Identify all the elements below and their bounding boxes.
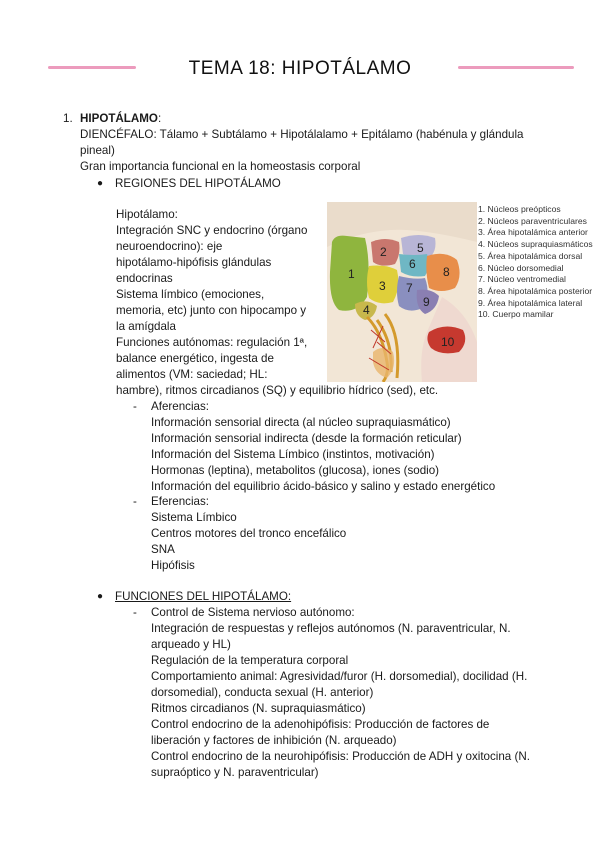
hipo-line: Hipotálamo: [116, 208, 178, 221]
importance-line: Gran importancia funcional en la homeostasis corporal [80, 160, 361, 173]
funciones-line: Control endocrino de la adenohipófisis: Producción de factores de [151, 718, 490, 731]
region-label-5: 5 [417, 241, 424, 255]
funciones-line: supraóptico y N. paraventricular) [151, 766, 319, 779]
section-heading-colon: : [157, 112, 162, 125]
region-label-7: 7 [406, 281, 413, 295]
region-label-4: 4 [363, 303, 370, 317]
funciones-line: Control endocrino de la neurohipófisis: Producción de ADH y oxitocina (N. [151, 750, 530, 763]
funciones-line: Regulación de la temperatura corporal [151, 654, 349, 667]
region-label-6: 6 [409, 257, 416, 271]
region-label-3: 3 [379, 279, 386, 293]
control-title: Control de Sistema nervioso autónomo: [151, 606, 355, 619]
funciones-line: Ritmos circadianos (N. supraquiasmático) [151, 702, 366, 715]
legend-item: 5. Área hipotalámica dorsal [478, 250, 583, 261]
funciones-line: arqueado y HL) [151, 638, 231, 651]
region-label-1: 1 [348, 267, 355, 281]
legend-item: 9. Área hipotalámica lateral [478, 297, 583, 308]
hipo-line: hipotálamo-hipófisis glándulas [116, 256, 272, 269]
funciones-line: Comportamiento animal: Agresividad/furor (H. dorsomedial), docilidad (H. [151, 670, 528, 683]
eferencia-item: Sistema Límbico [151, 511, 237, 524]
bullet-dot-funciones: ● [97, 591, 104, 602]
legend-item: 6. Núcleo dorsomedial [478, 262, 564, 273]
eferencia-item: Centros motores del tronco encefálico [151, 527, 347, 540]
hipo-line: Sistema límbico (emociones, [116, 288, 265, 301]
hypothalamus-diagram [327, 202, 477, 382]
legend-item: 10. Cuerpo mamilar [478, 309, 554, 320]
eferencias-title: Eferencias: [151, 495, 209, 508]
region-label-8: 8 [443, 265, 450, 279]
aferencias-title: Aferencias: [151, 400, 209, 413]
diagram-legend [478, 204, 593, 321]
hipo-line: alimentos (VM: saciedad; HL: [116, 368, 268, 381]
aferencia-item: Información sensorial indirecta (desde la formación reticular) [151, 432, 462, 445]
aferencia-item: Información del equilibrio ácido-básico y salino y estado energético [151, 480, 496, 493]
legend-item: 4. Núcleos supraquiasmáticos [478, 239, 593, 250]
legend-item: 2. Núcleos paraventriculares [478, 215, 587, 226]
legend-item: 3. Área hipotalámica anterior [478, 227, 588, 238]
hipo-line: balance energético, ingesta de [116, 352, 274, 365]
bullet-dot-regiones: ● [97, 178, 104, 189]
region-label-9: 9 [423, 295, 430, 309]
section-heading [80, 111, 161, 127]
hipo-line: Funciones autónomas: regulación 1ª, [116, 336, 308, 349]
legend-item: 7. Núcleo ventromedial [478, 274, 566, 285]
eferencia-item: SNA [151, 543, 175, 556]
dash-control: - [133, 606, 137, 619]
hipo-line: endocrinas [116, 272, 173, 285]
title-decoration-right [458, 66, 574, 69]
region-label-2: 2 [380, 245, 387, 259]
hipo-line: memoria, etc) junto con hipocampo y [116, 304, 307, 317]
eferencia-item: Hipófisis [151, 559, 195, 572]
page-title: TEMA 18: HIPOTÁLAMO [188, 58, 412, 79]
dash-eferencias: - [133, 495, 137, 508]
diencefalo-line-2: pineal) [80, 144, 115, 157]
hipo-line: neuroendocrino): eje [116, 240, 223, 253]
aferencia-item: Hormonas (leptina), metabolitos (glucosa), iones (sodio) [151, 464, 440, 477]
aferencia-item: Información sensorial directa (al núcleo supraquiasmático) [151, 416, 451, 429]
diencefalo-line-1: DIENCÉFALO: Tálamo + Subtálamo + Hipotálalamo + Epitálamo (habénula y glándula [80, 128, 524, 141]
hipo-line: Integración SNC y endocrino (órgano [116, 224, 308, 237]
funciones-line: dorsomedial), conducta sexual (H. anterior) [151, 686, 374, 699]
section-heading-text: HIPOTÁLAMO [80, 112, 158, 125]
funciones-line: Integración de respuestas y reflejos autónomos (N. paraventricular, N. [151, 622, 511, 635]
aferencia-item: Información del Sistema Límbico (instintos, motivación) [151, 448, 435, 461]
dash-aferencias: - [133, 400, 137, 413]
region-label-10: 10 [441, 335, 455, 349]
regiones-title: REGIONES DEL HIPOTÁLAMO [115, 177, 281, 190]
legend-item: 8. Área hipotalámica posterior [478, 285, 593, 296]
hipo-line: hambre), ritmos circadianos (SQ) y equilibrio hídrico (sed), etc. [116, 384, 439, 397]
funciones-line: liberación y factores de inhibición (N. arqueado) [151, 734, 397, 747]
funciones-title: FUNCIONES DEL HIPOTÁLAMO: [115, 590, 292, 603]
hipo-line: la amígdala [116, 320, 176, 333]
section-number: 1. [63, 112, 73, 125]
legend-item: 1. Núcleos preópticos [478, 204, 561, 214]
